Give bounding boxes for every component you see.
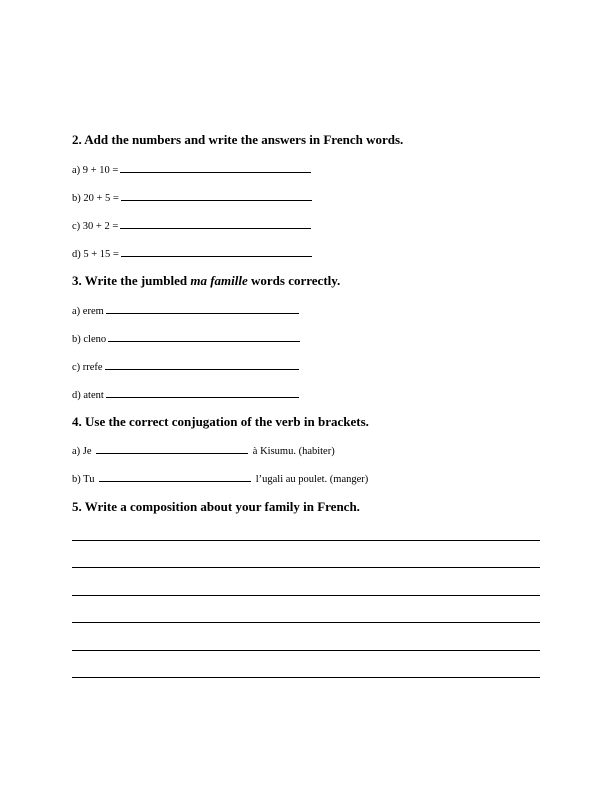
q4-heading: 4. Use the correct conjugation of the verb in brackets. bbox=[72, 414, 369, 429]
composition-line-1[interactable] bbox=[72, 540, 540, 541]
q2-item-d-label: d) 5 + 15 = bbox=[72, 249, 119, 260]
q3-item-b-label: b) cleno bbox=[72, 334, 107, 345]
composition-line-6[interactable] bbox=[72, 677, 540, 678]
q3-heading-pre: 3. Write the jumbled bbox=[72, 273, 191, 288]
composition-line-3[interactable] bbox=[72, 595, 540, 596]
q5-heading: 5. Write a composition about your family in French. bbox=[72, 499, 360, 514]
q4-item-b-post: l’ugali au poulet. (manger) bbox=[255, 474, 369, 485]
composition-line-4[interactable] bbox=[72, 622, 540, 623]
q4-item-b bbox=[72, 471, 368, 485]
q3-heading-post: words correctly. bbox=[247, 273, 341, 288]
q3-item-a bbox=[72, 303, 301, 317]
q4-answer-blank-a[interactable] bbox=[96, 443, 248, 454]
q3-answer-blank-b[interactable] bbox=[108, 331, 300, 342]
q3-item-c bbox=[72, 359, 301, 373]
q3-answer-blank-c[interactable] bbox=[105, 359, 299, 370]
q3-answer-blank-d[interactable] bbox=[106, 387, 299, 398]
composition-line-5[interactable] bbox=[72, 650, 540, 651]
q3-heading bbox=[72, 273, 340, 289]
q4-item-a-post: à Kisumu. (habiter) bbox=[252, 446, 335, 457]
q3-heading-emphasis: ma famille bbox=[190, 273, 248, 288]
q2-item-c bbox=[72, 218, 313, 232]
q2-item-a-label: a) 9 + 10 = bbox=[72, 165, 119, 176]
q3-item-d bbox=[72, 387, 301, 401]
q2-answer-blank-d[interactable] bbox=[121, 246, 312, 257]
q3-item-b bbox=[72, 331, 302, 345]
q2-answer-blank-c[interactable] bbox=[120, 218, 311, 229]
q3-answer-blank-a[interactable] bbox=[106, 303, 299, 314]
composition-line-2[interactable] bbox=[72, 567, 540, 568]
q3-item-c-label: c) rrefe bbox=[72, 362, 103, 373]
q2-answer-blank-a[interactable] bbox=[120, 162, 311, 173]
q2-answer-blank-b[interactable] bbox=[121, 190, 312, 201]
q2-item-a bbox=[72, 162, 313, 176]
q2-item-b-label: b) 20 + 5 = bbox=[72, 193, 119, 204]
q3-item-d-label: d) atent bbox=[72, 390, 104, 401]
q2-item-c-label: c) 30 + 2 = bbox=[72, 221, 119, 232]
q4-item-a-pre: a) Je bbox=[72, 446, 92, 457]
q2-heading: 2. Add the numbers and write the answers in French words. bbox=[72, 132, 404, 147]
q2-item-b bbox=[72, 190, 314, 204]
q4-item-b-pre: b) Tu bbox=[72, 474, 95, 485]
q4-answer-blank-b[interactable] bbox=[99, 471, 251, 482]
q4-item-a bbox=[72, 443, 335, 457]
q2-item-d bbox=[72, 246, 314, 260]
q3-item-a-label: a) erem bbox=[72, 306, 104, 317]
